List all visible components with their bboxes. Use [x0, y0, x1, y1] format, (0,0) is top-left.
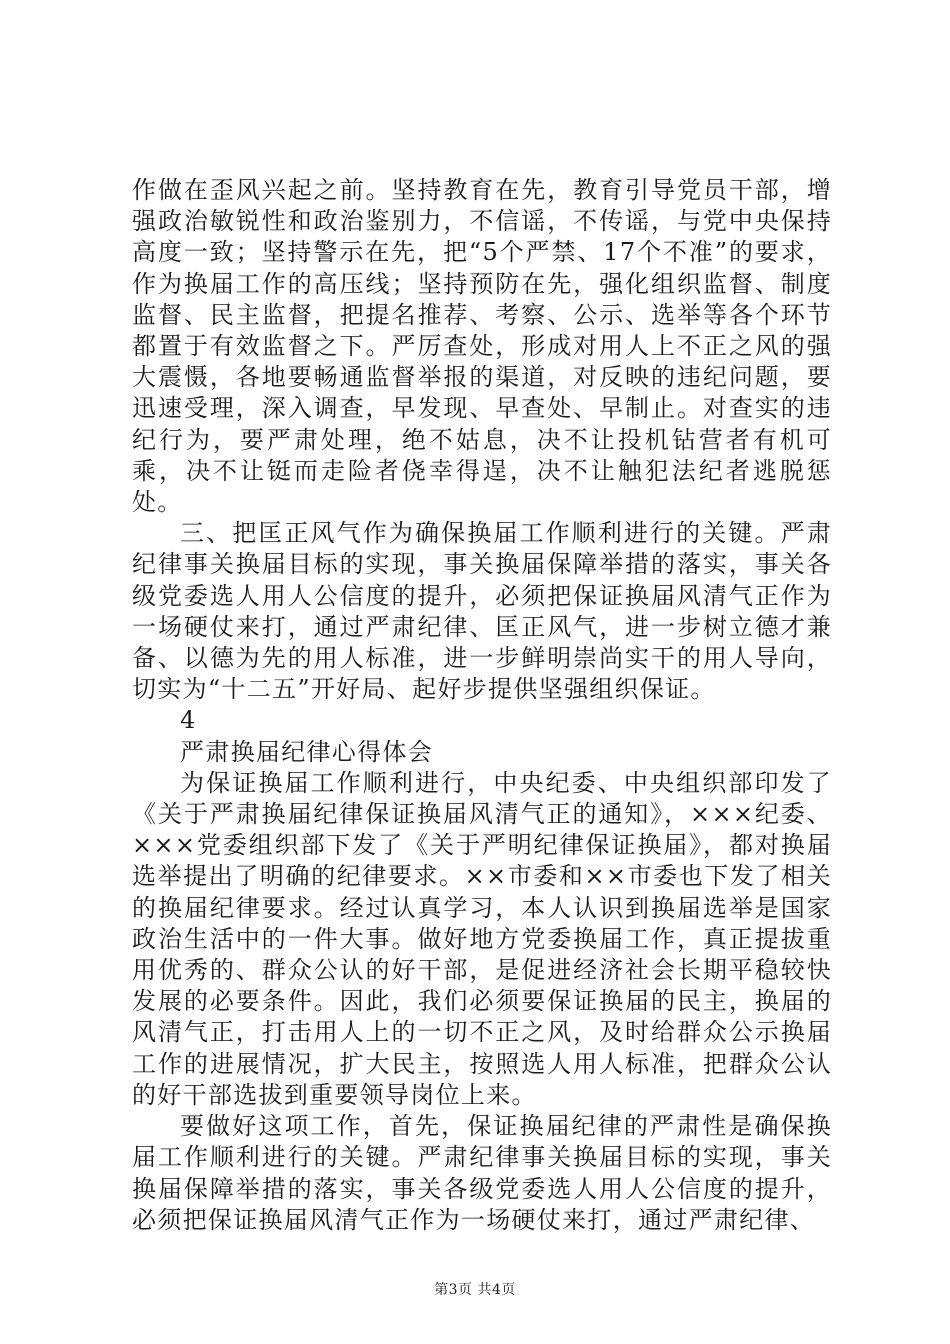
paragraph-first-point: 要做好这项工作，首先，保证换届纪律的严肃性是确保换届工作顺利进行的关键。严肃纪律事关换届目标的实现，事关换届保障举措的落实，事关各级党委选人用人公信度的提升，必须把保证换届风清气正作为一场硬仗来打，通过严肃纪律、 — [132, 1112, 832, 1234]
paragraph-discipline-measures: 作做在歪风兴起之前。坚持教育在先，教育引导党员干部，增强政治敏锐性和政治鉴别力，不信谣，不传谣，与党中央保持高度一致；坚持警示在先，把“5个严禁、17个不准”的要求，作为换届工作的高压线；坚持预防在先，强化组织监督、制度监督、民主监督，把提名推荐、考察、公示、选举等各个环节都置于有效监督之下。严厉查处，形成对用人上不正之风的强大震慑，各地要畅通监督举报的渠道，对反映的违纪问题，要迅速受理，深入调查，早发现、早查处、早制止。对查实的违纪行为，要严肃处理，绝不姑息，决不让投机钻营者有机可乘，决不让铤而走险者侥幸得逞，决不让触犯法纪者逃脱惩处。 — [132, 176, 832, 517]
paragraph-intro: 为保证换届工作顺利进行，中央纪委、中央组织部印发了《关于严肃换届纪律保证换届风清气正的通知》，×××纪委、×××党委组织部下发了《关于严明纪律保证换届》，都对换届选举提出了明确的纪律要求。××市委和××市委也下发了相关的换届纪律要求。经过认真学习，本人认识到换届选举是国家政治生活中的一件大事。做好地方党委换届工作，真正提拔重用优秀的、群众公认的好干部，是促进经济社会长期平稳较快发展的必要条件。因此，我们必须要保证换届的民主，换届的风清气正，打击用人上的一切不正之风，及时给群众公示换届工作的进展情况，扩大民主，按照选人用人标准，把群众公认的好干部选拔到重要领导岗位上来。 — [132, 768, 832, 1109]
document-body — [132, 175, 832, 1236]
paragraph-section-three: 三、把匡正风气作为确保换届工作顺利进行的关键。严肃纪律事关换届目标的实现，事关换届保障举措的落实，事关各级党委选人用人公信度的提升，必须把保证换届风清气正作为一场硬仗来打，通过严肃纪律、匡正风气，进一步树立德才兼备、以德为先的用人标准，进一步鲜明崇尚实干的用人导向，切实为“十二五”开好局、起好步提供坚强组织保证。 — [132, 519, 832, 704]
page-footer — [0, 1279, 950, 1299]
section-number: 4 — [180, 706, 197, 735]
page-number-label: 第3页 共4页 — [434, 1282, 516, 1298]
section-title: 严肃换届纪律心得体会 — [180, 737, 433, 766]
